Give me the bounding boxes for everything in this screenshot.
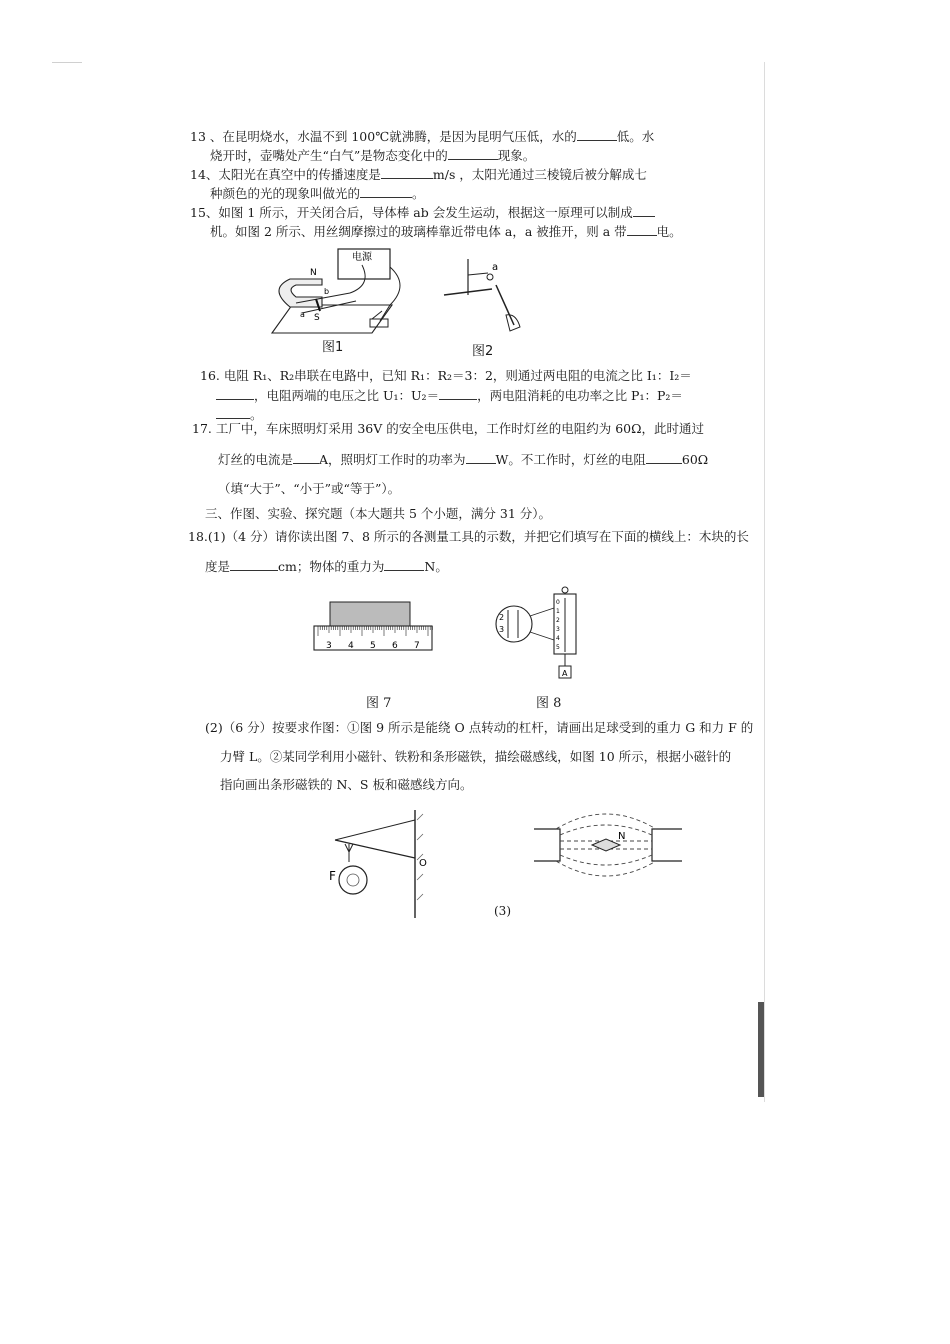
horseshoe-magnet (279, 279, 322, 307)
a-label: a (300, 310, 305, 319)
ruler-label-6: 6 (392, 641, 398, 651)
magnified-label-2: 2 (499, 613, 505, 622)
q13-line2: 烧开时，壶嘴处产生“白气”是物态变化中的 现象。 (210, 148, 536, 163)
figure-1-caption: 图1 (322, 340, 344, 355)
q17-line3: （填“大于”、“小于”或“等于”）。 (218, 481, 401, 496)
svg-text:0: 0 (556, 599, 560, 606)
glass-rod (496, 285, 514, 325)
q15-line2: 机。如图 2 所示、用丝绸摩擦过的玻璃棒靠近带电体 a，a 被推开，则 a 带 电。 (210, 224, 682, 239)
figure-8-spring-scale (494, 588, 594, 683)
q18-part1-line2: 度是 cm；物体的重力为 N。 (205, 559, 448, 574)
svg-text:2: 2 (556, 617, 560, 624)
q17-line2: 灯丝的电流是 A，照明灯工作时的功率为 W。不工作时，灯丝的电阻 60Ω (218, 452, 709, 467)
hanging-arm (468, 273, 488, 275)
page-number: (3) (494, 904, 511, 918)
figure-7-caption: 图 7 (366, 696, 392, 711)
figure-8-caption: 图 8 (536, 696, 562, 711)
ruler-label-4: 4 (348, 641, 354, 651)
q16-line2: ，电阻两端的电压之比 U₁：U₂＝ ，两电阻消耗的电功率之比 P₁：P₂＝ (216, 387, 736, 405)
svg-text:3: 3 (556, 626, 560, 633)
q18-part1-line1: 18.(1)（4 分）请你读出图 7、8 所示的各测量工具的示数，并把它们填写在下面的横线上：木块的长 (188, 529, 749, 544)
magnified-label-3: 3 (499, 625, 505, 634)
left-magnet (534, 829, 560, 861)
q18-number: 18. (188, 529, 208, 544)
ruler-label-3: 3 (326, 641, 332, 651)
ruler-ticks (318, 626, 432, 636)
q18-part2-line2: 力臂 L。②某同学利用小磁针、铁粉和条形磁铁，描绘磁感线，如图 10 所示，根据小磁针的 (220, 749, 732, 764)
q14-line1: 14、太阳光在真空中的传播速度是 m/s ，太阳光通过三棱镜后被分解成七 (190, 167, 647, 182)
ball-a-label: a (492, 262, 499, 273)
svg-text:1: 1 (556, 608, 560, 615)
string (335, 820, 415, 840)
b-label: b (324, 287, 330, 296)
figure-2-caption: 图2 (472, 344, 494, 359)
switch-lever (372, 311, 382, 319)
football (339, 866, 367, 894)
figure-9-lever (325, 810, 435, 920)
figure-7-ruler (310, 600, 440, 660)
scan-mark (52, 62, 82, 63)
ruler-label-5: 5 (370, 641, 376, 651)
power-label: 电源 (352, 252, 372, 263)
q15-line1: 15、如图 1 所示，开关闭合后，导体棒 ab 会发生运动，根据这一原理可以制成 (190, 204, 710, 222)
ruler-label-7: 7 (414, 641, 420, 651)
svg-text:4: 4 (556, 635, 560, 642)
figure-10-magnets (530, 805, 690, 890)
f-label: F (329, 869, 336, 883)
q14-line2: 种颜色的光的现象叫做光的 。 (210, 186, 425, 201)
n-pole-label: N (310, 268, 317, 278)
scan-edge-bar (758, 1002, 764, 1097)
pivot-o-label: O (419, 858, 427, 869)
q16-line1: 16. 电阻 R₁、R₂串联在电路中，已知 R₁：R₂＝3：2，则通过两电阻的电流之比 I₁：I₂＝ (200, 368, 692, 383)
s-pole-label: S (314, 313, 320, 323)
svg-text:5: 5 (556, 644, 560, 651)
q18-part2-line1: (2)（6 分）按要求作图：①图 9 所示是能绕 O 点转动的杠杆，请画出足球受到的重力 G 和力 F 的 (205, 720, 754, 735)
right-magnet (652, 829, 682, 861)
wooden-block (330, 602, 410, 626)
scan-edge-line (764, 62, 765, 1102)
q13-line1: 13 、在昆明烧水，水温不到 100℃就沸腾，是因为昆明气压低，水的 低。水 (190, 129, 655, 144)
top-ring (562, 587, 568, 593)
compass-n-label: N (618, 831, 626, 842)
weight-label: A (562, 669, 568, 678)
ball-a (487, 274, 493, 280)
q16-line3: 。 (216, 406, 736, 424)
q18-part2-line3: 指向画出条形磁铁的 N、S 板和磁感线方向。 (220, 777, 473, 792)
figure-2-charged-rod (440, 255, 530, 335)
q17-line1: 17. 工厂中，车床照明灯采用 36V 的安全电压供电，工作时灯丝的电阻约为 60Ω，此时通过 (192, 421, 704, 436)
section-3-heading: 三、作图、实验、探究题（本大题共 5 个小题，满分 31 分）。 (205, 506, 552, 521)
magnified-view (496, 606, 532, 642)
